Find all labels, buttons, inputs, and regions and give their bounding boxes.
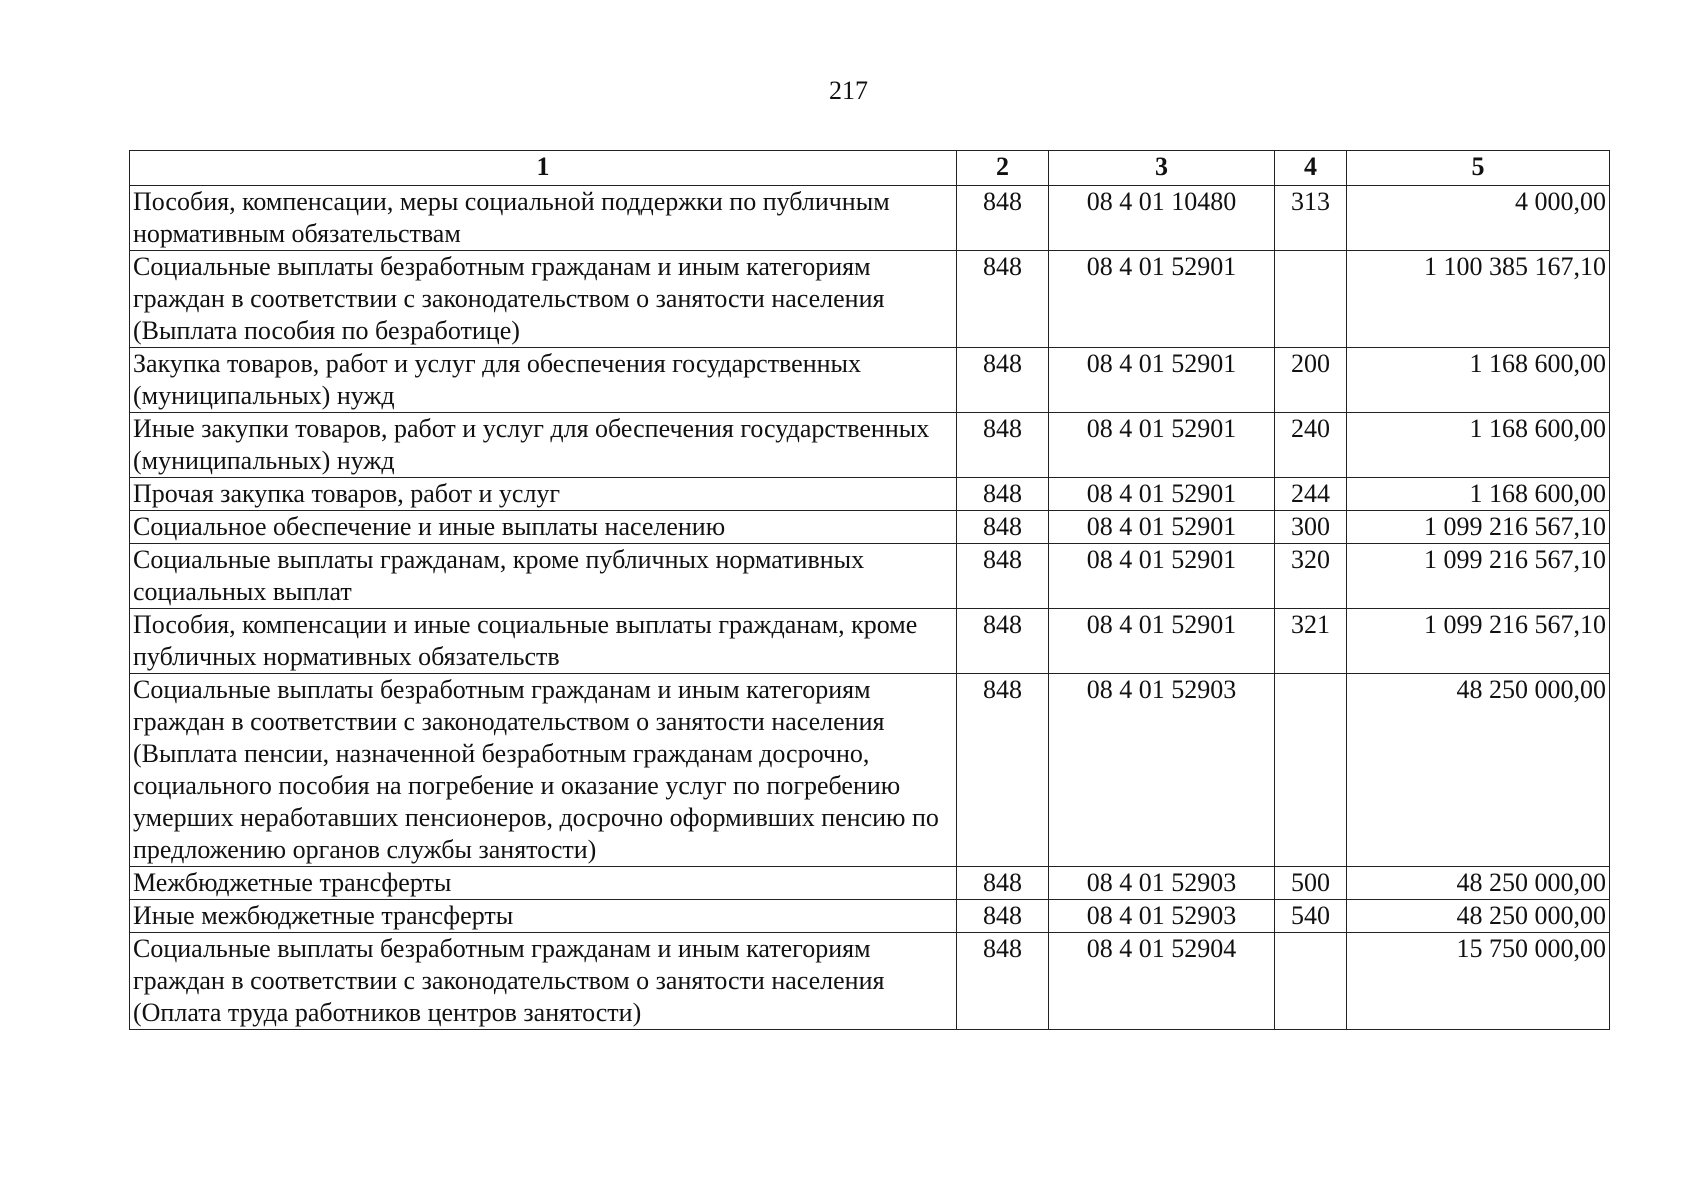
row-csr-cell: 08 4 01 52901 [1049,609,1275,674]
row-sum-cell: 1 168 600,00 [1347,478,1610,511]
table-row [130,251,1610,348]
row-vr-cell: 540 [1275,900,1347,933]
row-name-cell: Пособия, компенсации и иные социальные выплаты гражданам, кроме публичных нормативных обязательств [130,609,957,674]
row-name-cell: Закупка товаров, работ и услуг для обеспечения государственных (муниципальных) нужд [130,348,957,413]
row-name-cell: Иные закупки товаров, работ и услуг для обеспечения государственных (муниципальных) нужд [130,413,957,478]
row-name-cell: Социальные выплаты безработным гражданам и иным категориям граждан в соответствии с законодательством о занятости населения (Оплата труда работников центров занятости) [130,933,957,1030]
row-csr-cell: 08 4 01 52901 [1049,251,1275,348]
row-name-cell: Иные межбюджетные трансферты [130,900,957,933]
row-vr-cell: 240 [1275,413,1347,478]
table-row [130,867,1610,900]
table-row [130,674,1610,867]
row-ved-cell: 848 [957,348,1049,413]
row-sum-cell: 1 099 216 567,10 [1347,609,1610,674]
row-sum-cell: 48 250 000,00 [1347,900,1610,933]
row-sum-cell: 1 168 600,00 [1347,413,1610,478]
header-col-1: 1 [130,151,957,186]
table-row [130,511,1610,544]
table-row [130,900,1610,933]
row-name-cell: Пособия, компенсации, меры социальной поддержки по публичным нормативным обязательствам [130,186,957,251]
row-vr-cell: 244 [1275,478,1347,511]
table-row [130,478,1610,511]
row-sum-cell: 4 000,00 [1347,186,1610,251]
row-sum-cell: 1 100 385 167,10 [1347,251,1610,348]
row-name-cell: Социальное обеспечение и иные выплаты населению [130,511,957,544]
row-csr-cell: 08 4 01 52901 [1049,544,1275,609]
row-sum-cell: 15 750 000,00 [1347,933,1610,1030]
row-name-cell: Социальные выплаты безработным гражданам и иным категориям граждан в соответствии с законодательством о занятости населения (Выплата пособия по безработице) [130,251,957,348]
row-sum-cell: 48 250 000,00 [1347,867,1610,900]
row-vr-cell [1275,251,1347,348]
row-csr-cell: 08 4 01 52901 [1049,511,1275,544]
row-ved-cell: 848 [957,478,1049,511]
row-sum-cell: 1 168 600,00 [1347,348,1610,413]
table-row [130,413,1610,478]
header-row [130,151,1610,186]
page-number: 217 [829,76,868,105]
table-row [130,186,1610,251]
row-ved-cell: 848 [957,900,1049,933]
row-name-cell: Межбюджетные трансферты [130,867,957,900]
row-csr-cell: 08 4 01 52903 [1049,867,1275,900]
row-vr-cell: 500 [1275,867,1347,900]
row-vr-cell [1275,674,1347,867]
row-ved-cell: 848 [957,867,1049,900]
row-csr-cell: 08 4 01 52903 [1049,674,1275,867]
row-ved-cell: 848 [957,544,1049,609]
row-csr-cell: 08 4 01 52901 [1049,413,1275,478]
row-ved-cell: 848 [957,186,1049,251]
row-sum-cell: 1 099 216 567,10 [1347,511,1610,544]
row-vr-cell: 300 [1275,511,1347,544]
row-vr-cell [1275,933,1347,1030]
row-ved-cell: 848 [957,609,1049,674]
table-row [130,348,1610,413]
row-ved-cell: 848 [957,511,1049,544]
row-sum-cell: 1 099 216 567,10 [1347,544,1610,609]
row-ved-cell: 848 [957,413,1049,478]
row-csr-cell: 08 4 01 52901 [1049,348,1275,413]
row-name-cell: Социальные выплаты гражданам, кроме публичных нормативных социальных выплат [130,544,957,609]
row-vr-cell: 321 [1275,609,1347,674]
header-col-3: 3 [1049,151,1275,186]
row-csr-cell: 08 4 01 52904 [1049,933,1275,1030]
row-ved-cell: 848 [957,933,1049,1030]
table-row [130,609,1610,674]
row-csr-cell: 08 4 01 52903 [1049,900,1275,933]
row-sum-cell: 48 250 000,00 [1347,674,1610,867]
table-header [130,151,1610,186]
header-col-2: 2 [957,151,1049,186]
row-vr-cell: 320 [1275,544,1347,609]
row-csr-cell: 08 4 01 52901 [1049,478,1275,511]
header-col-5: 5 [1347,151,1610,186]
row-vr-cell: 313 [1275,186,1347,251]
budget-table [129,150,1610,1030]
row-csr-cell: 08 4 01 10480 [1049,186,1275,251]
row-name-cell: Прочая закупка товаров, работ и услуг [130,478,957,511]
header-col-4: 4 [1275,151,1347,186]
table-row [130,933,1610,1030]
row-ved-cell: 848 [957,251,1049,348]
table-body [130,186,1610,1030]
row-ved-cell: 848 [957,674,1049,867]
row-vr-cell: 200 [1275,348,1347,413]
table-row [130,544,1610,609]
row-name-cell: Социальные выплаты безработным гражданам и иным категориям граждан в соответствии с законодательством о занятости населения (Выплата пенсии, назначенной безработным гражданам досрочно, социального пособия на погребение и оказание услуг по погребению умерших неработавших пенсионеров, досрочно оформивших пенсию по предложению органов службы занятости) [130,674,957,867]
